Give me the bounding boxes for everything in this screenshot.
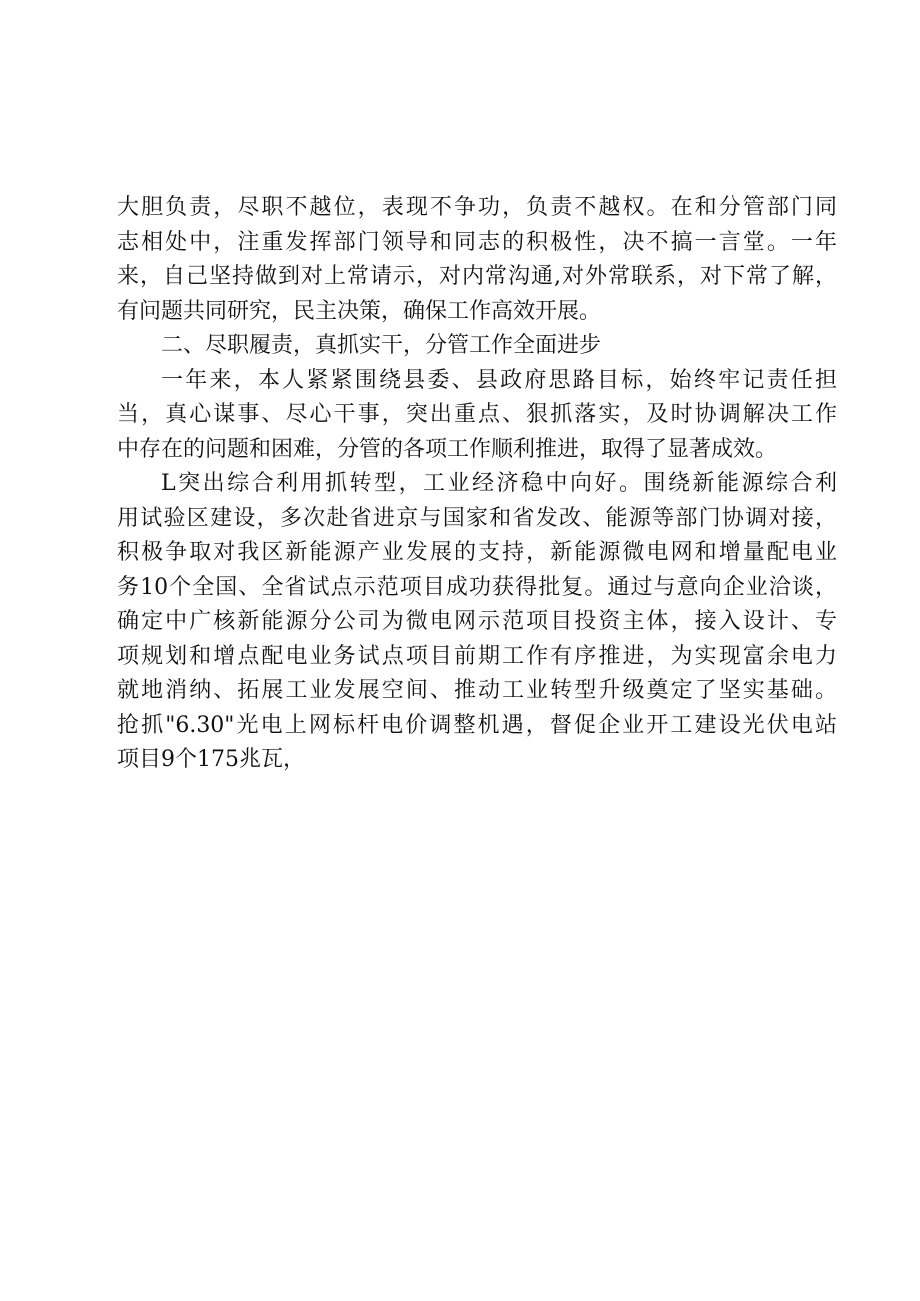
- text-line: 来，自己坚持做到对上常请示，对内常沟通,对外常联系，对下常了解，: [117, 264, 837, 289]
- text-line: 项目9个175兆瓦，: [117, 747, 305, 772]
- text-line: 大胆负责，尽职不越位，表现不争功，负责不越权。在和分管部门同: [117, 195, 837, 220]
- text-line: 有问题共同研究，民主决策，确保工作高效开展。: [117, 298, 602, 324]
- section-heading: 二、尽职履责，真抓实干，分管工作全面进步: [161, 333, 602, 358]
- text-line: 当，真心谋事、尽心干事，突出重点、狠抓落实，及时协调解决工作: [117, 402, 837, 427]
- text-line: 志相处中，注重发挥部门领导和同志的积极性，决不搞一言堂。一年: [117, 229, 837, 255]
- text-line: 抢抓"6.30"光电上网标杆电价调整机遇，督促企业开工建设光伏电站: [117, 712, 837, 738]
- text-line: 确定中广核新能源分公司为微电网示范项目投资主体，接入设计、专: [117, 609, 837, 634]
- text-line: 务10个全国、全省试点示范项目成功获得批复。通过与意向企业洽谈，: [117, 574, 837, 600]
- text-line: 中存在的问题和困难，分管的各项工作顺利推进，取得了显著成效。: [117, 436, 778, 462]
- text-line: L突出综合利用抓转型，工业经济稳中向好。围绕新能源综合利: [161, 471, 837, 496]
- text-line: 用试验区建设，多次赴省进京与国家和省发改、能源等部门协调对接，: [117, 505, 837, 531]
- text-line: 积极争取对我区新能源产业发展的支持，新能源微电网和增量配电业: [117, 540, 837, 565]
- text-line: 一年来，本人紧紧围绕县委、县政府思路目标，始终牢记责任担: [161, 367, 837, 393]
- document-body: [117, 191, 837, 778]
- text-line: 就地消纳、拓展工业发展空间、推动工业转型升级奠定了坚实基础。: [117, 678, 837, 703]
- text-line: 项规划和增点配电业务试点项目前期工作有序推进，为实现富余电力: [117, 643, 837, 669]
